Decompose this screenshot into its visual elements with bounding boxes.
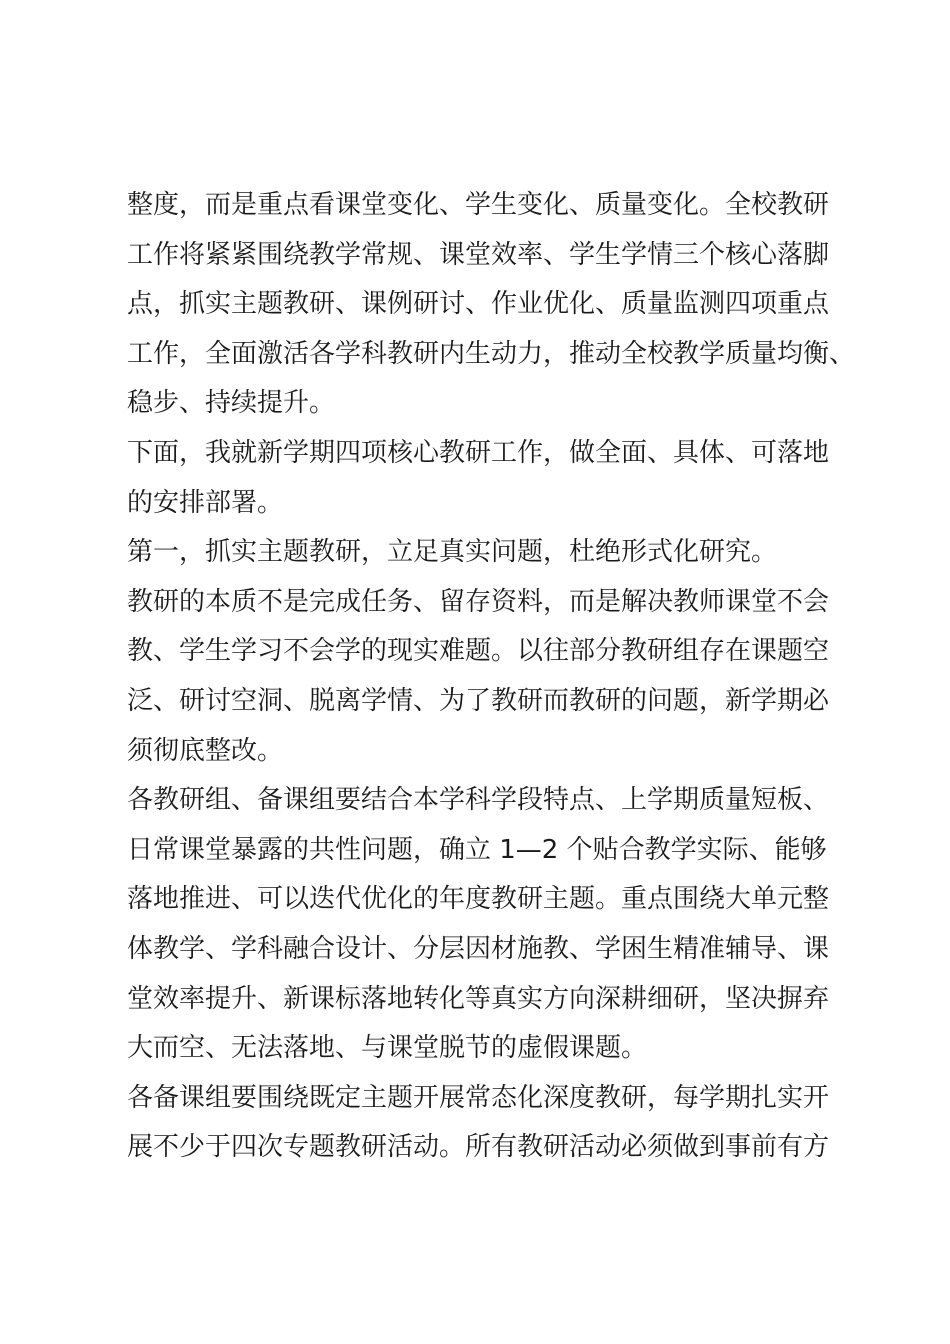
text-line: 泛、研讨空洞、脱离学情、为了教研而教研的问题，新学期必: [127, 685, 830, 716]
text-line: 落地推进、可以迭代优化的年度教研主题。重点围绕大单元整: [127, 884, 830, 915]
text-line: 堂效率提升、新课标落地转化等真实方向深耕细研，坚决摒弃: [127, 983, 830, 1014]
text-line: 教研的本质不是完成任务、留存资料，而是解决教师课堂不会: [127, 586, 830, 617]
text-line: 下面，我就新学期四项核心教研工作，做全面、具体、可落地: [127, 437, 830, 468]
text-line: 工作，全面激活各学科教研内生动力，推动全校教学质量均衡、: [127, 338, 856, 369]
text-line: 各教研组、备课组要结合本学科学段特点、上学期质量短板、: [127, 785, 830, 816]
text-line: 的安排部署。: [127, 487, 284, 518]
text-line: 须彻底整改。: [127, 735, 284, 766]
text-line: 整度，而是重点看课堂变化、学生变化、质量变化。全校教研: [127, 190, 830, 220]
text-line: 日常课堂暴露的共性问题，确立 1—2 个贴合教学实际、能够: [127, 834, 827, 865]
text-line: 教、学生学习不会学的现实难题。以往部分教研组存在课题空: [127, 636, 830, 667]
body-text: [127, 181, 856, 1173]
text-line: 稳步、持续提升。: [127, 388, 336, 419]
text-line: 各备课组要围绕既定主题开展常态化深度教研，每学期扎实开: [127, 1082, 830, 1113]
section-heading: 第一，抓实主题教研，立足真实问题，杜绝形式化研究。: [127, 537, 778, 568]
text-line: 体教学、学科融合设计、分层因材施教、学困生精准辅导、课: [127, 933, 830, 964]
text-line: 点，抓实主题教研、课例研讨、作业优化、质量监测四项重点: [127, 289, 830, 320]
text-line: 工作将紧紧围绕教学常规、课堂效率、学生学情三个核心落脚: [127, 239, 830, 270]
text-line: 大而空、无法落地、与课堂脱节的虚假课题。: [127, 1033, 648, 1064]
text-line: 展不少于四次专题教研活动。所有教研活动必须做到事前有方: [127, 1132, 830, 1163]
